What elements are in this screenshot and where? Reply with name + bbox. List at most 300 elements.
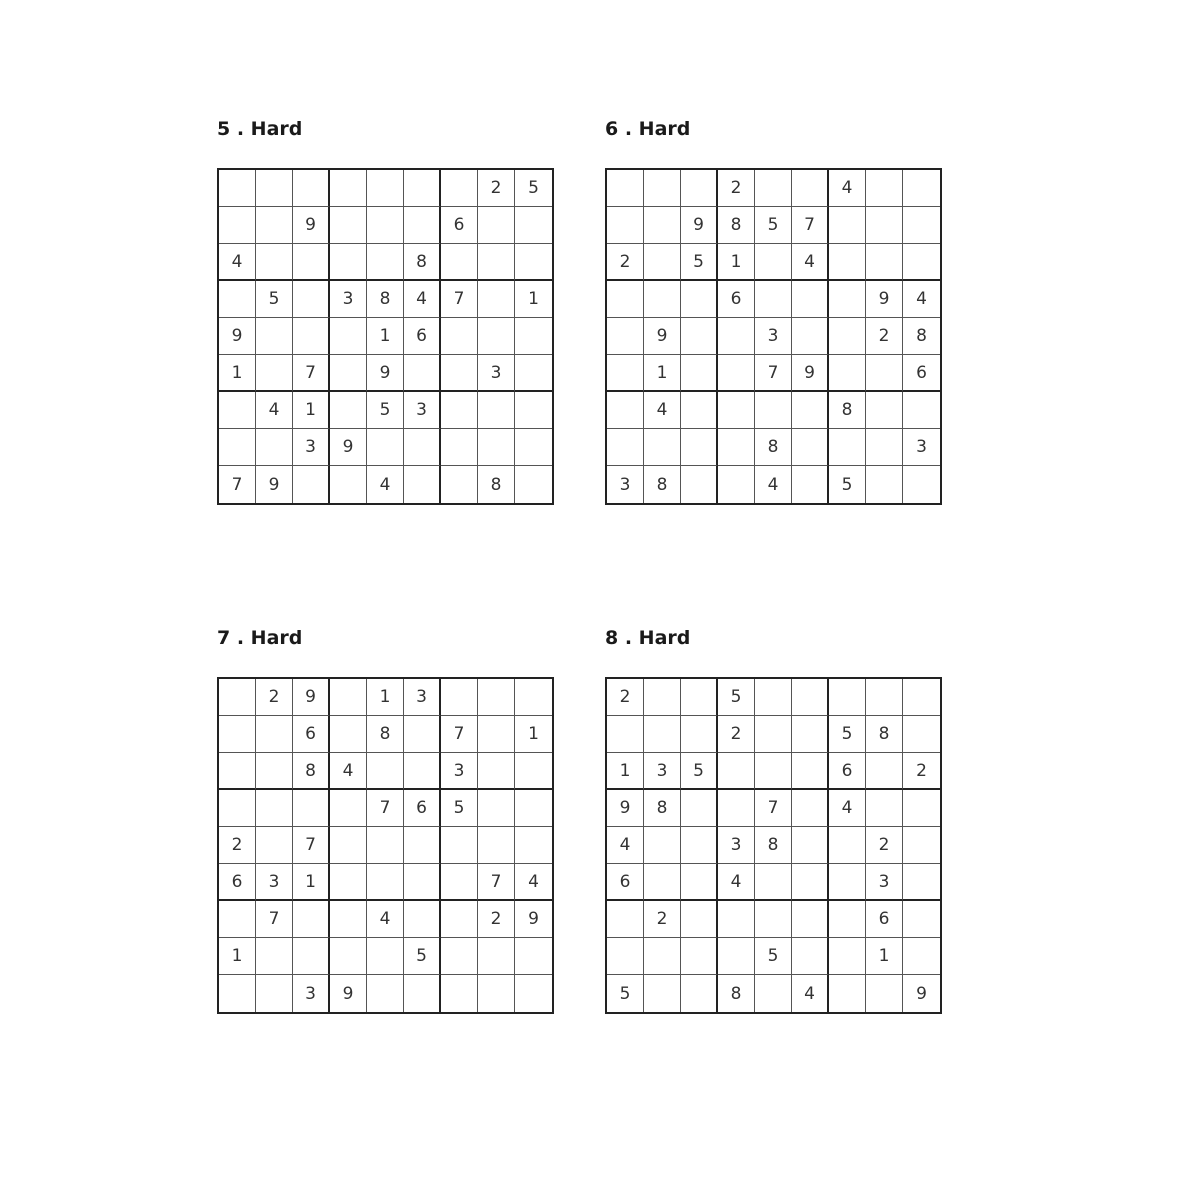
empty-cell[interactable] bbox=[792, 281, 829, 318]
empty-cell[interactable] bbox=[903, 827, 940, 864]
empty-cell[interactable] bbox=[829, 318, 866, 355]
given-cell: 4 bbox=[755, 466, 792, 503]
empty-cell[interactable] bbox=[644, 281, 681, 318]
empty-cell[interactable] bbox=[478, 207, 515, 244]
given-cell: 2 bbox=[903, 753, 940, 790]
empty-cell[interactable] bbox=[219, 901, 256, 938]
empty-cell[interactable] bbox=[718, 790, 755, 827]
empty-cell[interactable] bbox=[681, 827, 718, 864]
empty-cell[interactable] bbox=[219, 429, 256, 466]
given-cell: 6 bbox=[607, 864, 644, 901]
given-cell: 3 bbox=[404, 679, 441, 716]
given-cell: 7 bbox=[219, 466, 256, 503]
empty-cell[interactable] bbox=[367, 827, 404, 864]
empty-cell[interactable] bbox=[219, 679, 256, 716]
empty-cell[interactable] bbox=[681, 938, 718, 975]
empty-cell[interactable] bbox=[330, 790, 367, 827]
empty-cell[interactable] bbox=[256, 716, 293, 753]
empty-cell[interactable] bbox=[515, 753, 552, 790]
empty-cell[interactable] bbox=[903, 679, 940, 716]
empty-cell[interactable] bbox=[219, 170, 256, 207]
sudoku-grid bbox=[217, 168, 554, 505]
empty-cell[interactable] bbox=[515, 392, 552, 429]
given-cell: 3 bbox=[441, 753, 478, 790]
given-cell: 8 bbox=[478, 466, 515, 503]
empty-cell[interactable] bbox=[829, 864, 866, 901]
empty-cell[interactable] bbox=[681, 679, 718, 716]
given-cell: 6 bbox=[219, 864, 256, 901]
empty-cell[interactable] bbox=[515, 355, 552, 392]
empty-cell[interactable] bbox=[367, 975, 404, 1012]
given-cell: 8 bbox=[718, 975, 755, 1012]
given-cell: 9 bbox=[293, 207, 330, 244]
empty-cell[interactable] bbox=[718, 753, 755, 790]
empty-cell[interactable] bbox=[256, 975, 293, 1012]
empty-cell[interactable] bbox=[903, 170, 940, 207]
empty-cell[interactable] bbox=[792, 392, 829, 429]
empty-cell[interactable] bbox=[404, 466, 441, 503]
given-cell: 5 bbox=[829, 716, 866, 753]
empty-cell[interactable] bbox=[607, 207, 644, 244]
empty-cell[interactable] bbox=[903, 244, 940, 281]
empty-cell[interactable] bbox=[829, 975, 866, 1012]
given-cell: 6 bbox=[441, 207, 478, 244]
given-cell: 3 bbox=[903, 429, 940, 466]
empty-cell[interactable] bbox=[607, 170, 644, 207]
given-cell: 3 bbox=[256, 864, 293, 901]
given-cell: 4 bbox=[219, 244, 256, 281]
empty-cell[interactable] bbox=[866, 170, 903, 207]
given-cell: 1 bbox=[219, 355, 256, 392]
empty-cell[interactable] bbox=[478, 827, 515, 864]
empty-cell[interactable] bbox=[256, 170, 293, 207]
given-cell: 2 bbox=[644, 901, 681, 938]
given-cell: 2 bbox=[866, 827, 903, 864]
empty-cell[interactable] bbox=[644, 207, 681, 244]
empty-cell[interactable] bbox=[903, 901, 940, 938]
given-cell: 5 bbox=[681, 753, 718, 790]
given-cell: 3 bbox=[718, 827, 755, 864]
empty-cell[interactable] bbox=[441, 170, 478, 207]
empty-cell[interactable] bbox=[607, 318, 644, 355]
empty-cell[interactable] bbox=[515, 975, 552, 1012]
empty-cell[interactable] bbox=[644, 679, 681, 716]
empty-cell[interactable] bbox=[219, 975, 256, 1012]
empty-cell[interactable] bbox=[293, 244, 330, 281]
empty-cell[interactable] bbox=[681, 716, 718, 753]
given-cell: 5 bbox=[515, 170, 552, 207]
empty-cell[interactable] bbox=[478, 938, 515, 975]
empty-cell[interactable] bbox=[404, 207, 441, 244]
given-cell: 9 bbox=[330, 975, 367, 1012]
given-cell: 5 bbox=[755, 938, 792, 975]
empty-cell[interactable] bbox=[903, 716, 940, 753]
empty-cell[interactable] bbox=[404, 864, 441, 901]
empty-cell[interactable] bbox=[330, 466, 367, 503]
given-cell: 7 bbox=[293, 355, 330, 392]
empty-cell[interactable] bbox=[515, 466, 552, 503]
empty-cell[interactable] bbox=[681, 392, 718, 429]
given-cell: 7 bbox=[792, 207, 829, 244]
empty-cell[interactable] bbox=[219, 392, 256, 429]
empty-cell[interactable] bbox=[903, 864, 940, 901]
empty-cell[interactable] bbox=[219, 207, 256, 244]
given-cell: 6 bbox=[404, 790, 441, 827]
empty-cell[interactable] bbox=[367, 753, 404, 790]
empty-cell[interactable] bbox=[755, 975, 792, 1012]
given-cell: 1 bbox=[293, 864, 330, 901]
given-cell: 9 bbox=[367, 355, 404, 392]
given-cell: 9 bbox=[515, 901, 552, 938]
empty-cell[interactable] bbox=[644, 716, 681, 753]
empty-cell[interactable] bbox=[478, 716, 515, 753]
given-cell: 3 bbox=[607, 466, 644, 503]
empty-cell[interactable] bbox=[441, 938, 478, 975]
empty-cell[interactable] bbox=[441, 429, 478, 466]
given-cell: 8 bbox=[367, 281, 404, 318]
given-cell: 3 bbox=[330, 281, 367, 318]
empty-cell[interactable] bbox=[681, 975, 718, 1012]
empty-cell[interactable] bbox=[219, 281, 256, 318]
empty-cell[interactable] bbox=[829, 355, 866, 392]
empty-cell[interactable] bbox=[478, 679, 515, 716]
given-cell: 8 bbox=[404, 244, 441, 281]
empty-cell[interactable] bbox=[441, 679, 478, 716]
empty-cell[interactable] bbox=[681, 170, 718, 207]
empty-cell[interactable] bbox=[478, 790, 515, 827]
given-cell: 9 bbox=[256, 466, 293, 503]
empty-cell[interactable] bbox=[515, 244, 552, 281]
empty-cell[interactable] bbox=[404, 753, 441, 790]
empty-cell[interactable] bbox=[330, 901, 367, 938]
empty-cell[interactable] bbox=[293, 466, 330, 503]
empty-cell[interactable] bbox=[607, 901, 644, 938]
given-cell: 9 bbox=[792, 355, 829, 392]
empty-cell[interactable] bbox=[829, 244, 866, 281]
empty-cell[interactable] bbox=[607, 716, 644, 753]
empty-cell[interactable] bbox=[829, 901, 866, 938]
empty-cell[interactable] bbox=[478, 429, 515, 466]
given-cell: 7 bbox=[367, 790, 404, 827]
empty-cell[interactable] bbox=[478, 975, 515, 1012]
empty-cell[interactable] bbox=[330, 355, 367, 392]
empty-cell[interactable] bbox=[367, 170, 404, 207]
empty-cell[interactable] bbox=[515, 318, 552, 355]
given-cell: 4 bbox=[515, 864, 552, 901]
empty-cell[interactable] bbox=[330, 318, 367, 355]
empty-cell[interactable] bbox=[256, 790, 293, 827]
empty-cell[interactable] bbox=[644, 864, 681, 901]
empty-cell[interactable] bbox=[681, 466, 718, 503]
empty-cell[interactable] bbox=[330, 679, 367, 716]
empty-cell[interactable] bbox=[441, 355, 478, 392]
empty-cell[interactable] bbox=[256, 429, 293, 466]
empty-cell[interactable] bbox=[718, 318, 755, 355]
empty-cell[interactable] bbox=[829, 827, 866, 864]
empty-cell[interactable] bbox=[293, 281, 330, 318]
empty-cell[interactable] bbox=[903, 466, 940, 503]
empty-cell[interactable] bbox=[293, 938, 330, 975]
empty-cell[interactable] bbox=[515, 790, 552, 827]
given-cell: 6 bbox=[866, 901, 903, 938]
empty-cell[interactable] bbox=[792, 864, 829, 901]
empty-cell[interactable] bbox=[755, 679, 792, 716]
empty-cell[interactable] bbox=[718, 938, 755, 975]
given-cell: 6 bbox=[718, 281, 755, 318]
empty-cell[interactable] bbox=[866, 975, 903, 1012]
empty-cell[interactable] bbox=[330, 244, 367, 281]
given-cell: 4 bbox=[718, 864, 755, 901]
empty-cell[interactable] bbox=[792, 318, 829, 355]
empty-cell[interactable] bbox=[866, 466, 903, 503]
empty-cell[interactable] bbox=[293, 901, 330, 938]
empty-cell[interactable] bbox=[330, 938, 367, 975]
empty-cell[interactable] bbox=[755, 244, 792, 281]
empty-cell[interactable] bbox=[792, 170, 829, 207]
empty-cell[interactable] bbox=[718, 466, 755, 503]
empty-cell[interactable] bbox=[515, 827, 552, 864]
empty-cell[interactable] bbox=[367, 244, 404, 281]
empty-cell[interactable] bbox=[293, 170, 330, 207]
given-cell: 6 bbox=[293, 716, 330, 753]
empty-cell[interactable] bbox=[829, 429, 866, 466]
given-cell: 7 bbox=[755, 355, 792, 392]
empty-cell[interactable] bbox=[755, 716, 792, 753]
empty-cell[interactable] bbox=[367, 864, 404, 901]
empty-cell[interactable] bbox=[903, 207, 940, 244]
empty-cell[interactable] bbox=[607, 392, 644, 429]
given-cell: 4 bbox=[792, 975, 829, 1012]
empty-cell[interactable] bbox=[903, 938, 940, 975]
empty-cell[interactable] bbox=[515, 207, 552, 244]
empty-cell[interactable] bbox=[866, 790, 903, 827]
empty-cell[interactable] bbox=[755, 392, 792, 429]
empty-cell[interactable] bbox=[515, 429, 552, 466]
given-cell: 2 bbox=[607, 244, 644, 281]
empty-cell[interactable] bbox=[607, 938, 644, 975]
given-cell: 3 bbox=[404, 392, 441, 429]
empty-cell[interactable] bbox=[718, 355, 755, 392]
empty-cell[interactable] bbox=[829, 207, 866, 244]
empty-cell[interactable] bbox=[681, 901, 718, 938]
empty-cell[interactable] bbox=[681, 281, 718, 318]
empty-cell[interactable] bbox=[755, 901, 792, 938]
puzzle-title: 7 . Hard bbox=[217, 627, 303, 649]
given-cell: 9 bbox=[644, 318, 681, 355]
empty-cell[interactable] bbox=[829, 679, 866, 716]
given-cell: 8 bbox=[866, 716, 903, 753]
given-cell: 4 bbox=[644, 392, 681, 429]
given-cell: 5 bbox=[441, 790, 478, 827]
empty-cell[interactable] bbox=[792, 716, 829, 753]
empty-cell[interactable] bbox=[330, 392, 367, 429]
given-cell: 5 bbox=[718, 679, 755, 716]
empty-cell[interactable] bbox=[330, 170, 367, 207]
given-cell: 4 bbox=[607, 827, 644, 864]
given-cell: 8 bbox=[644, 790, 681, 827]
empty-cell[interactable] bbox=[404, 355, 441, 392]
empty-cell[interactable] bbox=[866, 207, 903, 244]
empty-cell[interactable] bbox=[792, 827, 829, 864]
empty-cell[interactable] bbox=[367, 938, 404, 975]
empty-cell[interactable] bbox=[718, 429, 755, 466]
given-cell: 1 bbox=[367, 679, 404, 716]
empty-cell[interactable] bbox=[755, 753, 792, 790]
empty-cell[interactable] bbox=[404, 827, 441, 864]
empty-cell[interactable] bbox=[866, 392, 903, 429]
given-cell: 3 bbox=[644, 753, 681, 790]
empty-cell[interactable] bbox=[441, 827, 478, 864]
empty-cell[interactable] bbox=[681, 355, 718, 392]
empty-cell[interactable] bbox=[681, 864, 718, 901]
given-cell: 2 bbox=[607, 679, 644, 716]
empty-cell[interactable] bbox=[219, 790, 256, 827]
empty-cell[interactable] bbox=[256, 753, 293, 790]
sudoku-grid bbox=[217, 677, 554, 1014]
empty-cell[interactable] bbox=[903, 392, 940, 429]
empty-cell[interactable] bbox=[478, 753, 515, 790]
empty-cell[interactable] bbox=[866, 429, 903, 466]
empty-cell[interactable] bbox=[293, 790, 330, 827]
given-cell: 1 bbox=[607, 753, 644, 790]
empty-cell[interactable] bbox=[404, 716, 441, 753]
empty-cell[interactable] bbox=[367, 429, 404, 466]
empty-cell[interactable] bbox=[792, 429, 829, 466]
empty-cell[interactable] bbox=[404, 170, 441, 207]
given-cell: 2 bbox=[718, 170, 755, 207]
given-cell: 5 bbox=[755, 207, 792, 244]
empty-cell[interactable] bbox=[478, 281, 515, 318]
given-cell: 1 bbox=[644, 355, 681, 392]
empty-cell[interactable] bbox=[681, 429, 718, 466]
empty-cell[interactable] bbox=[644, 244, 681, 281]
given-cell: 8 bbox=[755, 429, 792, 466]
empty-cell[interactable] bbox=[404, 901, 441, 938]
empty-cell[interactable] bbox=[644, 938, 681, 975]
empty-cell[interactable] bbox=[792, 466, 829, 503]
given-cell: 9 bbox=[866, 281, 903, 318]
given-cell: 7 bbox=[441, 281, 478, 318]
empty-cell[interactable] bbox=[478, 392, 515, 429]
empty-cell[interactable] bbox=[866, 753, 903, 790]
empty-cell[interactable] bbox=[681, 790, 718, 827]
empty-cell[interactable] bbox=[256, 827, 293, 864]
empty-cell[interactable] bbox=[515, 938, 552, 975]
empty-cell[interactable] bbox=[607, 281, 644, 318]
empty-cell[interactable] bbox=[903, 790, 940, 827]
empty-cell[interactable] bbox=[441, 244, 478, 281]
empty-cell[interactable] bbox=[866, 244, 903, 281]
empty-cell[interactable] bbox=[293, 318, 330, 355]
sudoku-grid bbox=[605, 677, 942, 1014]
given-cell: 3 bbox=[293, 975, 330, 1012]
empty-cell[interactable] bbox=[792, 938, 829, 975]
given-cell: 8 bbox=[755, 827, 792, 864]
given-cell: 6 bbox=[404, 318, 441, 355]
given-cell: 7 bbox=[755, 790, 792, 827]
empty-cell[interactable] bbox=[330, 864, 367, 901]
empty-cell[interactable] bbox=[367, 207, 404, 244]
empty-cell[interactable] bbox=[219, 753, 256, 790]
empty-cell[interactable] bbox=[404, 429, 441, 466]
given-cell: 5 bbox=[404, 938, 441, 975]
empty-cell[interactable] bbox=[404, 975, 441, 1012]
empty-cell[interactable] bbox=[330, 716, 367, 753]
puzzle-title: 8 . Hard bbox=[605, 627, 691, 649]
empty-cell[interactable] bbox=[515, 679, 552, 716]
empty-cell[interactable] bbox=[330, 207, 367, 244]
empty-cell[interactable] bbox=[607, 355, 644, 392]
empty-cell[interactable] bbox=[755, 170, 792, 207]
given-cell: 8 bbox=[718, 207, 755, 244]
empty-cell[interactable] bbox=[644, 827, 681, 864]
empty-cell[interactable] bbox=[681, 318, 718, 355]
empty-cell[interactable] bbox=[829, 281, 866, 318]
empty-cell[interactable] bbox=[219, 716, 256, 753]
given-cell: 4 bbox=[367, 466, 404, 503]
given-cell: 4 bbox=[903, 281, 940, 318]
empty-cell[interactable] bbox=[866, 355, 903, 392]
empty-cell[interactable] bbox=[441, 466, 478, 503]
empty-cell[interactable] bbox=[256, 355, 293, 392]
given-cell: 8 bbox=[367, 716, 404, 753]
empty-cell[interactable] bbox=[644, 429, 681, 466]
empty-cell[interactable] bbox=[478, 244, 515, 281]
empty-cell[interactable] bbox=[792, 901, 829, 938]
given-cell: 7 bbox=[293, 827, 330, 864]
given-cell: 4 bbox=[256, 392, 293, 429]
empty-cell[interactable] bbox=[256, 207, 293, 244]
empty-cell[interactable] bbox=[644, 170, 681, 207]
empty-cell[interactable] bbox=[607, 429, 644, 466]
empty-cell[interactable] bbox=[478, 318, 515, 355]
empty-cell[interactable] bbox=[829, 938, 866, 975]
empty-cell[interactable] bbox=[256, 244, 293, 281]
empty-cell[interactable] bbox=[792, 679, 829, 716]
given-cell: 8 bbox=[293, 753, 330, 790]
empty-cell[interactable] bbox=[256, 318, 293, 355]
empty-cell[interactable] bbox=[718, 901, 755, 938]
empty-cell[interactable] bbox=[644, 975, 681, 1012]
given-cell: 5 bbox=[829, 466, 866, 503]
empty-cell[interactable] bbox=[441, 901, 478, 938]
given-cell: 2 bbox=[256, 679, 293, 716]
given-cell: 7 bbox=[478, 864, 515, 901]
empty-cell[interactable] bbox=[755, 281, 792, 318]
given-cell: 2 bbox=[866, 318, 903, 355]
given-cell: 6 bbox=[829, 753, 866, 790]
given-cell: 9 bbox=[681, 207, 718, 244]
empty-cell[interactable] bbox=[792, 753, 829, 790]
empty-cell[interactable] bbox=[441, 975, 478, 1012]
empty-cell[interactable] bbox=[256, 938, 293, 975]
empty-cell[interactable] bbox=[330, 827, 367, 864]
given-cell: 1 bbox=[718, 244, 755, 281]
empty-cell[interactable] bbox=[441, 864, 478, 901]
empty-cell[interactable] bbox=[792, 790, 829, 827]
given-cell: 1 bbox=[515, 716, 552, 753]
given-cell: 4 bbox=[367, 901, 404, 938]
empty-cell[interactable] bbox=[755, 864, 792, 901]
given-cell: 9 bbox=[293, 679, 330, 716]
empty-cell[interactable] bbox=[866, 679, 903, 716]
given-cell: 1 bbox=[219, 938, 256, 975]
given-cell: 9 bbox=[330, 429, 367, 466]
empty-cell[interactable] bbox=[718, 392, 755, 429]
empty-cell[interactable] bbox=[441, 392, 478, 429]
given-cell: 1 bbox=[866, 938, 903, 975]
empty-cell[interactable] bbox=[441, 318, 478, 355]
